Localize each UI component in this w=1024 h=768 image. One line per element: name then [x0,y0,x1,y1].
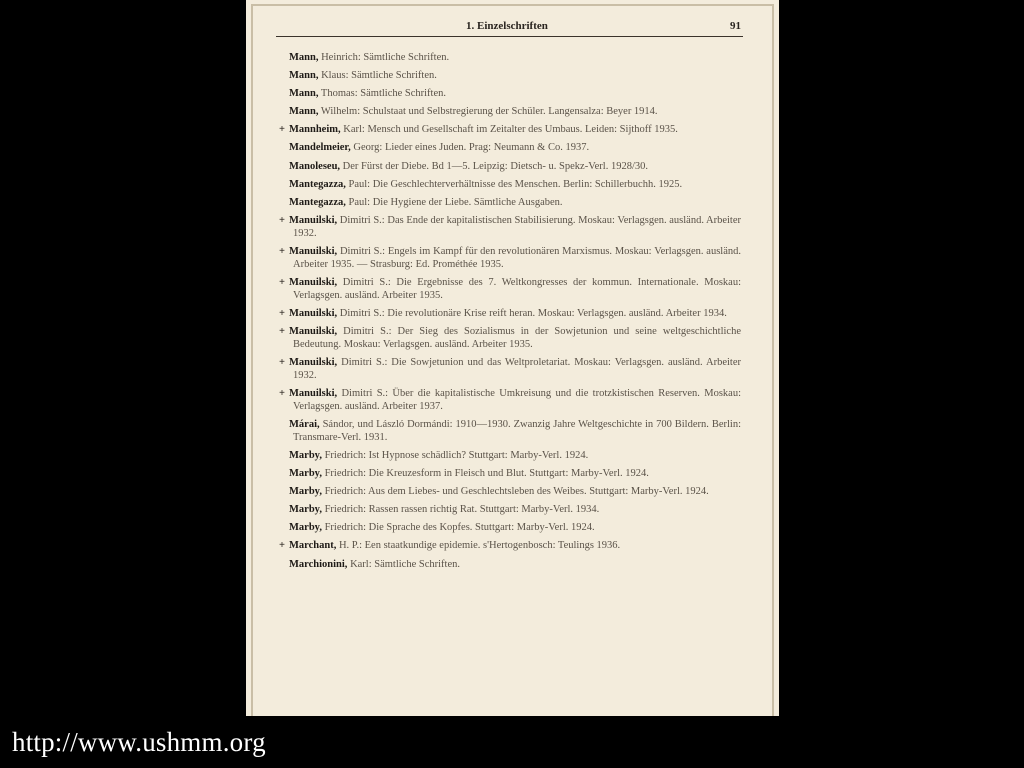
entry-text: Der Fürst der Diebe. Bd 1—5. Leipzig: Dietsch- u. Spekz-Verl. 1928/30. [340,160,648,172]
entry-author: Manuilski, [289,325,338,337]
source-url: http://www.ushmm.org [12,727,266,757]
entry-mark: + [279,214,285,226]
entry-author: Manuilski, [289,214,338,226]
entry-author: Mann, [289,70,319,82]
entry-text: Karl: Sämtliche Schriften. [347,558,460,570]
entry-author: Marby, [289,449,322,461]
entry-author: Mannheim, [289,124,341,136]
entry-mark: + [279,387,285,399]
list-item [276,504,741,517]
entry-author: Marchionini, [289,558,348,570]
document-page [246,0,779,716]
entry-mark: + [279,124,285,136]
entry-author: Marchant, [289,540,337,552]
entry-text: Paul: Die Geschlechterverhältnisse des Menschen. Berlin: Schillerbuchh. 1925. [345,178,683,190]
entry-mark: + [279,307,285,319]
list-item [276,124,741,137]
list-item [276,277,741,303]
entry-text: Friedrich: Ist Hypnose schädlich? Stuttgart: Marby-Verl. 1924. [321,449,589,461]
list-item [276,486,741,499]
list-item [276,559,741,572]
list-item [276,142,741,155]
entry-author: Mann, [289,52,319,63]
list-item [276,88,741,101]
entry-author: Marby, [289,468,322,480]
running-head-title: 1. Einzelschriften [466,20,548,32]
list-item [276,419,741,445]
entry-author: Mann, [289,106,319,118]
page-number: 91 [730,20,741,32]
list-item [276,522,741,535]
entry-text: Sándor, und László Dormándi: 1910—1930. Zwanzig Jahre Weltgeschichte in 700 Bildern. Berlin: Transmare-Verl. 1931. [293,418,741,443]
entry-author: Manuilski, [289,245,338,257]
list-item [276,215,741,241]
list-item [276,357,741,383]
entry-list [276,52,741,577]
entry-text: Dimitri S.: Das Ende der kapitalistischen Stabilisierung. Moskau: Verlagsgen. ausländ. Arbeiter 1932. [293,214,741,239]
entry-mark: + [279,325,285,337]
entry-mark: + [279,245,285,257]
list-item [276,450,741,463]
entry-mark: + [279,540,285,552]
entry-author: Marby, [289,504,322,516]
header-rule [276,36,743,37]
entry-author: Mann, [289,88,319,100]
list-item [276,197,741,210]
entry-text: Dimitri S.: Engels im Kampf für den revolutionären Marxismus. Moskau: Verlagsgen. ausländ. Arbeiter 1935. — Strasburg: Ed. Prométhée 1935. [293,245,741,270]
entry-text: Friedrich: Rassen rassen richtig Rat. Stuttgart: Marby-Verl. 1934. [321,504,600,516]
entry-author: Manuilski, [289,307,338,319]
list-item [276,52,741,65]
entry-text: Dimitri S.: Die Ergebnisse des 7. Weltkongresses der kommun. Internationale. Moskau: Verlagsgen. ausländ. Arbeiter 1935. [293,276,741,301]
list-item [276,179,741,192]
entry-text: Paul: Die Hygiene der Liebe. Sämtliche Ausgaben. [345,196,563,208]
entry-text: Friedrich: Die Sprache des Kopfes. Stuttgart: Marby-Verl. 1924. [321,522,595,534]
list-item [276,308,741,321]
list-item [276,326,741,352]
entry-text: Dimitri S.: Über die kapitalistische Umkreisung und die trotzkistischen Reserven. Moskau: Verlagsgen. ausländ. Arbeiter 1937. [293,387,741,412]
list-item [276,70,741,83]
list-item [276,388,741,414]
list-item [276,246,741,272]
entry-text: Klaus: Sämtliche Schriften. [318,70,437,82]
entry-mark: + [279,276,285,288]
entry-author: Manuilski, [289,356,338,368]
list-item [276,106,741,119]
list-item [276,468,741,481]
entry-text: H. P.: Een staatkundige epidemie. s'Hertogenbosch: Teulings 1936. [336,540,621,552]
entry-text: Friedrich: Aus dem Liebes- und Geschlechtsleben des Weibes. Stuttgart: Marby-Verl. 1924. [321,486,709,498]
entry-author: Marby, [289,522,322,534]
entry-text: Dimitri S.: Die Sowjetunion und das Weltproletariat. Moskau: Verlagsgen. ausländ. Arbeiter 1932. [293,356,741,381]
entry-text: Dimitri S.: Die revolutionäre Krise reift heran. Moskau: Verlagsgen. ausländ. Arbeiter 1934. [337,307,727,319]
entry-author: Manuilski, [289,276,338,288]
entry-author: Márai, [289,418,320,430]
entry-text: Georg: Lieder eines Juden. Prag: Neumann & Co. 1937. [350,142,590,154]
list-item [276,540,741,553]
entry-text: Karl: Mensch und Gesellschaft im Zeitalter des Umbaus. Leiden: Sijthoff 1935. [340,124,678,136]
entry-text: Wilhelm: Schulstaat und Selbstregierung der Schüler. Langensalza: Beyer 1914. [318,106,658,118]
entry-author: Mandelmeier, [289,142,351,154]
entry-author: Manoleseu, [289,160,341,172]
entry-author: Mantegazza, [289,178,346,190]
entry-text: Dimitri S.: Der Sieg des Sozialismus in der Sowjetunion und seine weltgeschichtliche Bedeutung. Moskau: Verlagsgen. ausländ. Arbeiter 1935. [293,325,741,350]
entry-mark: + [279,356,285,368]
entry-text: Thomas: Sämtliche Schriften. [318,88,447,100]
entry-text: Heinrich: Sämtliche Schriften. [318,52,450,63]
list-item [276,161,741,174]
entry-author: Marby, [289,486,322,498]
entry-author: Manuilski, [289,387,338,399]
entry-text: Friedrich: Die Kreuzesform in Fleisch und Blut. Stuttgart: Marby-Verl. 1924. [321,468,649,480]
running-head [276,20,741,36]
entry-author: Mantegazza, [289,196,346,208]
